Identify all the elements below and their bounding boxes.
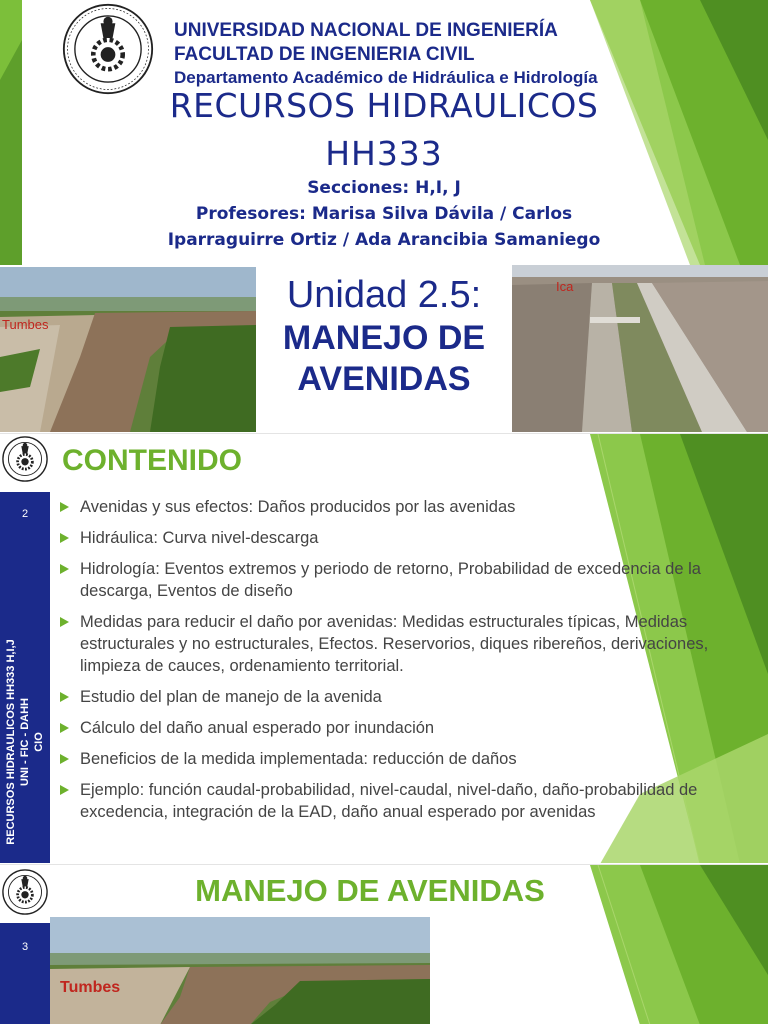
department-name: Departamento Académico de Hidráulica e Hidrología	[174, 68, 598, 87]
green-triangle-bullet-icon	[60, 723, 69, 733]
faculty-name: FACULTAD DE INGENIERIA CIVIL	[174, 44, 475, 65]
professors-line-2: Iparraguirre Ortiz / Ada Arancibia Samaniego	[167, 230, 601, 250]
page-number: 3	[21, 941, 29, 953]
green-triangle-bullet-icon	[60, 754, 69, 764]
title-slide	[0, 0, 768, 432]
sidebar-course-text	[4, 582, 46, 863]
list-item-text: Beneficios de la medida implementada: reducción de daños	[80, 750, 517, 768]
green-triangle-bullet-icon	[60, 564, 69, 574]
university-seal-icon	[2, 869, 48, 915]
contents-list	[58, 496, 710, 832]
tumbes-river-photo	[50, 917, 430, 1024]
list-item-text: Estudio del plan de manejo de la avenida	[80, 688, 382, 706]
green-triangle-bullet-icon	[60, 533, 69, 543]
contents-slide	[0, 433, 768, 863]
sidebar-line-2: UNI - FIC - DAHH	[19, 698, 31, 786]
contents-title: CONTENIDO	[62, 444, 242, 477]
list-item	[58, 717, 710, 739]
unit-title-line-2: AVENIDAS	[297, 360, 471, 398]
professors-line-1: Profesores: Marisa Silva Dávila / Carlos	[195, 204, 573, 224]
list-item-text: Hidráulica: Curva nivel-descarga	[80, 529, 319, 547]
course-sections: Secciones: H,I, J	[307, 178, 461, 198]
course-title: RECURSOS HIDRAULICOS	[169, 86, 599, 125]
sidebar-line-3: CIO	[33, 732, 45, 752]
unit-title-line-1: MANEJO DE	[282, 319, 486, 357]
course-sidebar	[0, 923, 50, 1024]
unit-number: Unidad 2.5:	[286, 274, 482, 316]
list-item	[58, 527, 710, 549]
green-triangle-bullet-icon	[60, 785, 69, 795]
list-item	[58, 779, 710, 823]
course-code: HH333	[325, 134, 443, 173]
ica-river-photo	[512, 265, 768, 432]
ica-label: Ica	[556, 279, 574, 294]
list-item-text: Cálculo del daño anual esperado por inundación	[80, 719, 435, 737]
university-seal-icon	[62, 3, 154, 95]
sidebar-line-1: RECURSOS HIDRAULICOS HH333 H,I,J	[5, 639, 17, 845]
list-item-text: Avenidas y sus efectos: Daños producidos por las avenidas	[80, 498, 516, 516]
list-item	[58, 611, 710, 677]
university-seal-icon	[2, 436, 48, 482]
flood-management-slide	[0, 864, 768, 1024]
list-item	[58, 748, 710, 770]
university-name: UNIVERSIDAD NACIONAL DE INGENIERÍA	[174, 20, 558, 41]
list-item	[58, 686, 710, 708]
tumbes-river-photo	[0, 267, 256, 432]
tumbes-label: Tumbes	[2, 317, 49, 332]
list-item-text: Hidrología: Eventos extremos y periodo de retorno, Probabilidad de excedencia de la descarga, Eventos de diseño	[80, 560, 701, 600]
slide-title: MANEJO DE AVENIDAS	[195, 873, 545, 908]
list-item	[58, 558, 710, 602]
green-triangle-bullet-icon	[60, 617, 69, 627]
list-item	[58, 496, 710, 518]
list-item-text: Ejemplo: función caudal-probabilidad, nivel-caudal, nivel-daño, daño-probabilidad de excedencia, integración de la EAD, daño anual esperado por avenidas	[80, 781, 698, 821]
green-triangle-bullet-icon	[60, 692, 69, 702]
course-sidebar	[0, 492, 50, 863]
green-triangle-bullet-icon	[60, 502, 69, 512]
tumbes-label: Tumbes	[60, 979, 121, 996]
list-item-text: Medidas para reducir el daño por avenidas: Medidas estructurales típicas, Medidas estructurales y no estructurales, Efectos. Reservorios, diques ribereños, derivaciones, limpieza de cauces, ordenamiento territorial.	[80, 613, 709, 675]
page-number: 2	[21, 508, 29, 520]
